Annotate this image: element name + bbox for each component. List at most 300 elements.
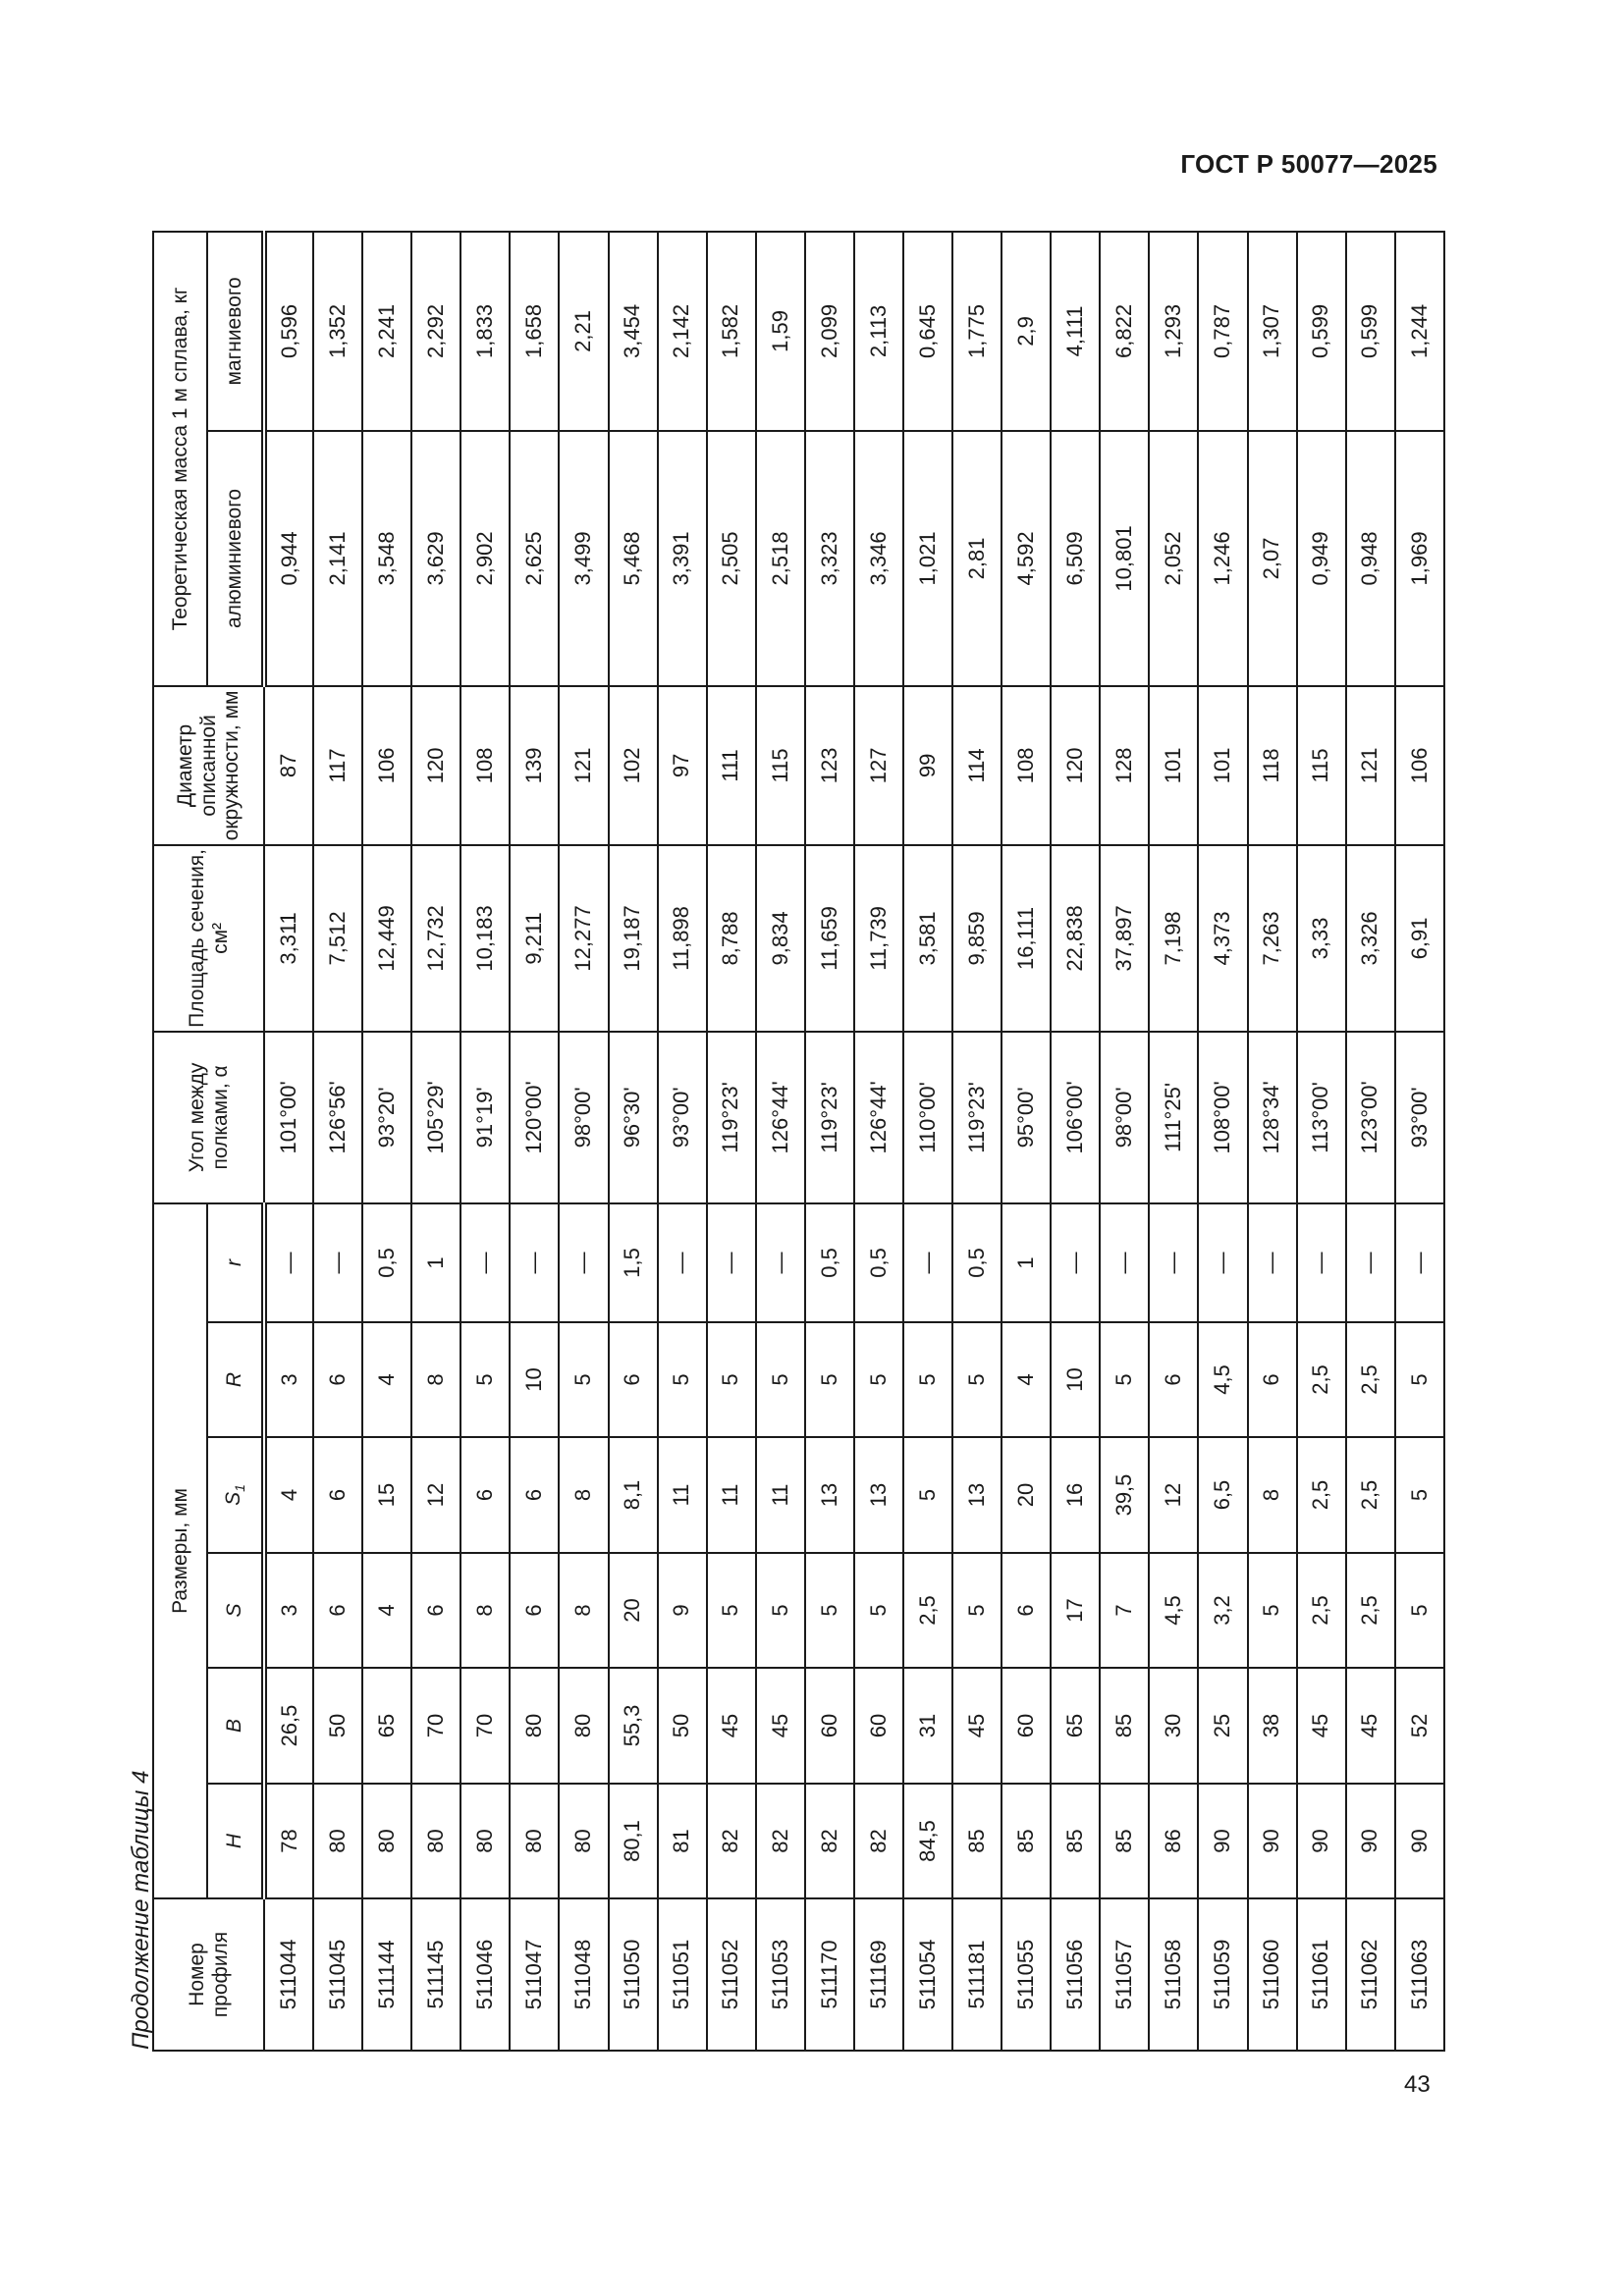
cell-mass-mg: 0,645 — [903, 232, 952, 431]
cell-angle: 119°23' — [952, 1032, 1001, 1203]
cell-S: 4 — [362, 1553, 411, 1668]
cell-S1: 5 — [903, 1437, 952, 1553]
cell-mass-mg: 2,241 — [362, 232, 411, 431]
cell-R: 4 — [1001, 1322, 1051, 1437]
cell-area: 3,581 — [903, 845, 952, 1032]
cell-profile: 511063 — [1395, 1898, 1444, 2051]
cell-B: 30 — [1149, 1668, 1198, 1784]
cell-B: 50 — [313, 1668, 362, 1784]
cell-angle: 119°23' — [707, 1032, 756, 1203]
cell-R: 4 — [362, 1322, 411, 1437]
cell-r: 1 — [1001, 1203, 1051, 1322]
cell-area: 11,659 — [805, 845, 854, 1032]
cell-area: 9,834 — [756, 845, 805, 1032]
header-r: r — [207, 1203, 264, 1322]
cell-S: 2,5 — [1297, 1553, 1346, 1668]
header-R: R — [207, 1322, 264, 1437]
cell-mass-al: 3,499 — [559, 431, 608, 686]
cell-profile: 511052 — [707, 1898, 756, 2051]
cell-area: 11,739 — [854, 845, 903, 1032]
cell-H: 82 — [805, 1784, 854, 1898]
cell-H: 81 — [658, 1784, 707, 1898]
cell-profile: 511047 — [510, 1898, 559, 2051]
header-S1: $S_1$ — [207, 1437, 264, 1553]
header-diameter: Диаметр описанной окружности, мм — [153, 686, 264, 845]
cell-S: 5 — [707, 1553, 756, 1668]
cell-R: 5 — [756, 1322, 805, 1437]
table-row — [313, 232, 362, 2051]
cell-S1: 6 — [460, 1437, 510, 1553]
cell-H: 84,5 — [903, 1784, 952, 1898]
cell-S1: 6 — [313, 1437, 362, 1553]
cell-mass-mg: 0,787 — [1198, 232, 1247, 431]
cell-mass-al: 2,505 — [707, 431, 756, 686]
cell-area: 3,326 — [1346, 845, 1395, 1032]
cell-H: 85 — [952, 1784, 1001, 1898]
cell-profile: 511053 — [756, 1898, 805, 2051]
cell-r: — — [1395, 1203, 1444, 1322]
cell-angle: 108°00' — [1198, 1032, 1247, 1203]
cell-mass-al: 2,07 — [1248, 431, 1297, 686]
cell-S: 5 — [952, 1553, 1001, 1668]
cell-mass-al: 5,468 — [609, 431, 658, 686]
cell-S1: 5 — [1395, 1437, 1444, 1553]
cell-H: 82 — [756, 1784, 805, 1898]
cell-mass-al: 3,323 — [805, 431, 854, 686]
cell-B: 26,5 — [264, 1668, 313, 1784]
cell-r: 0,5 — [854, 1203, 903, 1322]
cell-S: 6 — [313, 1553, 362, 1668]
cell-angle: 120°00' — [510, 1032, 559, 1203]
cell-mass-al: 2,81 — [952, 431, 1001, 686]
cell-B: 45 — [756, 1668, 805, 1784]
table-row — [1248, 232, 1297, 2051]
cell-angle: 93°00' — [658, 1032, 707, 1203]
cell-R: 5 — [805, 1322, 854, 1437]
profiles-table — [152, 231, 1445, 2052]
cell-S: 2,5 — [903, 1553, 952, 1668]
cell-mass-al: 1,246 — [1198, 431, 1247, 686]
table-row — [1100, 232, 1149, 2051]
table-row — [1001, 232, 1051, 2051]
cell-S: 5 — [1395, 1553, 1444, 1668]
cell-area: 19,187 — [609, 845, 658, 1032]
cell-S1: 12 — [411, 1437, 460, 1553]
cell-profile: 511170 — [805, 1898, 854, 2051]
cell-r: 0,5 — [805, 1203, 854, 1322]
cell-H: 90 — [1248, 1784, 1297, 1898]
cell-mass-mg: 1,244 — [1395, 232, 1444, 431]
table-row — [559, 232, 608, 2051]
cell-area: 37,897 — [1100, 845, 1149, 1032]
cell-profile: 511169 — [854, 1898, 903, 2051]
cell-B: 25 — [1198, 1668, 1247, 1784]
cell-mass-mg: 0,599 — [1297, 232, 1346, 431]
cell-H: 80,1 — [609, 1784, 658, 1898]
cell-profile: 511055 — [1001, 1898, 1051, 2051]
cell-area: 6,91 — [1395, 845, 1444, 1032]
cell-mass-al: 3,391 — [658, 431, 707, 686]
cell-mass-al: 6,509 — [1051, 431, 1100, 686]
table-row — [658, 232, 707, 2051]
cell-B: 45 — [952, 1668, 1001, 1784]
cell-angle: 110°00' — [903, 1032, 952, 1203]
cell-area: 12,449 — [362, 845, 411, 1032]
cell-diameter: 111 — [707, 686, 756, 845]
cell-mass-mg: 1,582 — [707, 232, 756, 431]
cell-profile: 511046 — [460, 1898, 510, 2051]
cell-angle: 93°20' — [362, 1032, 411, 1203]
table-row — [411, 232, 460, 2051]
table-row — [1346, 232, 1395, 2051]
cell-mass-mg: 1,293 — [1149, 232, 1198, 431]
cell-R: 5 — [1100, 1322, 1149, 1437]
cell-area: 10,183 — [460, 845, 510, 1032]
cell-mass-mg: 2,142 — [658, 232, 707, 431]
cell-r: — — [658, 1203, 707, 1322]
cell-mass-mg: 2,9 — [1001, 232, 1051, 431]
cell-mass-mg: 1,307 — [1248, 232, 1297, 431]
cell-mass-al: 2,141 — [313, 431, 362, 686]
cell-R: 6 — [1248, 1322, 1297, 1437]
cell-mass-al: 10,801 — [1100, 431, 1149, 686]
cell-diameter: 120 — [411, 686, 460, 845]
cell-S: 3,2 — [1198, 1553, 1247, 1668]
cell-angle: 111°25' — [1149, 1032, 1198, 1203]
cell-profile: 511050 — [609, 1898, 658, 2051]
cell-r: — — [1100, 1203, 1149, 1322]
cell-R: 6 — [1149, 1322, 1198, 1437]
cell-B: 55,3 — [609, 1668, 658, 1784]
cell-angle: 105°29' — [411, 1032, 460, 1203]
cell-r: — — [510, 1203, 559, 1322]
table-row — [264, 232, 313, 2051]
cell-S1: 8,1 — [609, 1437, 658, 1553]
cell-mass-al: 1,969 — [1395, 431, 1444, 686]
cell-diameter: 123 — [805, 686, 854, 845]
cell-S: 17 — [1051, 1553, 1100, 1668]
table-row — [362, 232, 411, 2051]
cell-B: 45 — [1297, 1668, 1346, 1784]
cell-S1: 11 — [756, 1437, 805, 1553]
cell-angle: 119°23' — [805, 1032, 854, 1203]
cell-diameter: 120 — [1051, 686, 1100, 845]
cell-angle: 106°00' — [1051, 1032, 1100, 1203]
cell-S1: 39,5 — [1100, 1437, 1149, 1553]
cell-area: 11,898 — [658, 845, 707, 1032]
cell-angle: 126°56' — [313, 1032, 362, 1203]
cell-H: 82 — [707, 1784, 756, 1898]
cell-mass-al: 0,948 — [1346, 431, 1395, 686]
cell-r: — — [903, 1203, 952, 1322]
cell-diameter: 102 — [609, 686, 658, 845]
cell-mass-al: 3,629 — [411, 431, 460, 686]
cell-angle: 126°44' — [854, 1032, 903, 1203]
header-profile: Номер профиля — [153, 1898, 264, 2051]
cell-mass-mg: 6,822 — [1100, 232, 1149, 431]
cell-angle: 91°19' — [460, 1032, 510, 1203]
cell-mass-al: 4,592 — [1001, 431, 1051, 686]
cell-mass-al: 2,625 — [510, 431, 559, 686]
cell-angle: 126°44' — [756, 1032, 805, 1203]
table-row — [1297, 232, 1346, 2051]
table-row — [756, 232, 805, 2051]
cell-S: 5 — [1248, 1553, 1297, 1668]
cell-B: 80 — [510, 1668, 559, 1784]
cell-S1: 15 — [362, 1437, 411, 1553]
cell-area: 3,33 — [1297, 845, 1346, 1032]
cell-profile: 511054 — [903, 1898, 952, 2051]
cell-diameter: 115 — [1297, 686, 1346, 845]
cell-R: 5 — [559, 1322, 608, 1437]
cell-B: 52 — [1395, 1668, 1444, 1784]
cell-area: 4,373 — [1198, 845, 1247, 1032]
table-row — [952, 232, 1001, 2051]
cell-B: 65 — [1051, 1668, 1100, 1784]
cell-area: 16,111 — [1001, 845, 1051, 1032]
cell-angle: 98°00' — [559, 1032, 608, 1203]
cell-diameter: 106 — [1395, 686, 1444, 845]
cell-H: 80 — [559, 1784, 608, 1898]
cell-H: 80 — [460, 1784, 510, 1898]
cell-mass-al: 2,052 — [1149, 431, 1198, 686]
cell-S1: 16 — [1051, 1437, 1100, 1553]
table-caption: Продолжение таблицы 4 — [128, 1770, 154, 2050]
cell-B: 70 — [460, 1668, 510, 1784]
cell-mass-mg: 1,352 — [313, 232, 362, 431]
table-row — [854, 232, 903, 2051]
cell-S1: 12 — [1149, 1437, 1198, 1553]
cell-angle: 128°34' — [1248, 1032, 1297, 1203]
cell-profile: 511044 — [264, 1898, 313, 2051]
cell-r: 1 — [411, 1203, 460, 1322]
cell-H: 85 — [1001, 1784, 1051, 1898]
cell-R: 5 — [854, 1322, 903, 1437]
cell-B: 80 — [559, 1668, 608, 1784]
cell-profile: 511181 — [952, 1898, 1001, 2051]
table-row — [510, 232, 559, 2051]
cell-angle: 93°00' — [1395, 1032, 1444, 1203]
header-mass-al: алюминиевого — [207, 431, 264, 686]
cell-profile: 511058 — [1149, 1898, 1198, 2051]
cell-R: 8 — [411, 1322, 460, 1437]
cell-H: 90 — [1198, 1784, 1247, 1898]
cell-r: 0,5 — [362, 1203, 411, 1322]
cell-area: 7,263 — [1248, 845, 1297, 1032]
cell-H: 80 — [313, 1784, 362, 1898]
cell-S: 8 — [559, 1553, 608, 1668]
cell-S: 5 — [756, 1553, 805, 1668]
cell-B: 85 — [1100, 1668, 1149, 1784]
cell-diameter: 106 — [362, 686, 411, 845]
cell-S: 4,5 — [1149, 1553, 1198, 1668]
cell-angle: 95°00' — [1001, 1032, 1051, 1203]
header-dimensions: Размеры, мм — [153, 1203, 207, 1898]
cell-diameter: 97 — [658, 686, 707, 845]
cell-r: 1,5 — [609, 1203, 658, 1322]
cell-profile: 511145 — [411, 1898, 460, 2051]
cell-diameter: 139 — [510, 686, 559, 845]
cell-r: — — [1149, 1203, 1198, 1322]
table-row — [1149, 232, 1198, 2051]
cell-S: 5 — [805, 1553, 854, 1668]
cell-r: — — [313, 1203, 362, 1322]
cell-mass-mg: 1,59 — [756, 232, 805, 431]
cell-H: 86 — [1149, 1784, 1198, 1898]
cell-H: 85 — [1100, 1784, 1149, 1898]
rotated-table-block — [108, 233, 1473, 2052]
document-id-header: ГОСТ Р 50077—2025 — [1180, 149, 1437, 179]
cell-mass-mg: 2,099 — [805, 232, 854, 431]
cell-mass-mg: 2,21 — [559, 232, 608, 431]
cell-angle: 96°30' — [609, 1032, 658, 1203]
cell-B: 50 — [658, 1668, 707, 1784]
header-S: S — [207, 1553, 264, 1668]
cell-S1: 11 — [658, 1437, 707, 1553]
cell-S1: 6 — [510, 1437, 559, 1553]
cell-B: 65 — [362, 1668, 411, 1784]
cell-S1: 8 — [1248, 1437, 1297, 1553]
cell-mass-al: 0,944 — [264, 431, 313, 686]
cell-S1: 20 — [1001, 1437, 1051, 1553]
cell-B: 60 — [1001, 1668, 1051, 1784]
header-angle: Угол между полками, α — [153, 1032, 264, 1203]
cell-S1: 6,5 — [1198, 1437, 1247, 1553]
cell-r: — — [264, 1203, 313, 1322]
cell-R: 5 — [658, 1322, 707, 1437]
table-row — [903, 232, 952, 2051]
cell-mass-mg: 3,454 — [609, 232, 658, 431]
cell-mass-al: 2,518 — [756, 431, 805, 686]
cell-area: 7,512 — [313, 845, 362, 1032]
cell-S: 5 — [854, 1553, 903, 1668]
cell-mass-al: 2,902 — [460, 431, 510, 686]
cell-area: 9,859 — [952, 845, 1001, 1032]
header-H: H — [207, 1784, 264, 1898]
cell-S1: 11 — [707, 1437, 756, 1553]
cell-diameter: 108 — [460, 686, 510, 845]
cell-R: 5 — [707, 1322, 756, 1437]
cell-S1: 4 — [264, 1437, 313, 1553]
cell-diameter: 128 — [1100, 686, 1149, 845]
cell-R: 4,5 — [1198, 1322, 1247, 1437]
cell-r: — — [1346, 1203, 1395, 1322]
cell-S: 9 — [658, 1553, 707, 1668]
header-mass: Теоретическая масса 1 м сплава, кг — [153, 232, 207, 686]
cell-B: 45 — [1346, 1668, 1395, 1784]
cell-H: 80 — [411, 1784, 460, 1898]
cell-diameter: 87 — [264, 686, 313, 845]
table-row — [805, 232, 854, 2051]
cell-mass-al: 0,949 — [1297, 431, 1346, 686]
cell-R: 5 — [952, 1322, 1001, 1437]
cell-B: 70 — [411, 1668, 460, 1784]
cell-mass-mg: 4,111 — [1051, 232, 1100, 431]
cell-area: 8,788 — [707, 845, 756, 1032]
cell-mass-mg: 0,596 — [264, 232, 313, 431]
cell-r: — — [707, 1203, 756, 1322]
cell-R: 2,5 — [1297, 1322, 1346, 1437]
cell-R: 2,5 — [1346, 1322, 1395, 1437]
cell-profile: 511061 — [1297, 1898, 1346, 2051]
cell-H: 90 — [1395, 1784, 1444, 1898]
table-row — [609, 232, 658, 2051]
cell-R: 10 — [1051, 1322, 1100, 1437]
cell-R: 5 — [1395, 1322, 1444, 1437]
cell-area: 7,198 — [1149, 845, 1198, 1032]
cell-S: 20 — [609, 1553, 658, 1668]
cell-profile: 511060 — [1248, 1898, 1297, 2051]
cell-angle: 123°00' — [1346, 1032, 1395, 1203]
cell-H: 90 — [1346, 1784, 1395, 1898]
cell-H: 78 — [264, 1784, 313, 1898]
cell-R: 3 — [264, 1322, 313, 1437]
cell-r: — — [460, 1203, 510, 1322]
cell-diameter: 101 — [1198, 686, 1247, 845]
cell-S1: 2,5 — [1297, 1437, 1346, 1553]
cell-profile: 511056 — [1051, 1898, 1100, 2051]
header-area: Площадь сечения, см² — [153, 845, 264, 1032]
cell-r: — — [1297, 1203, 1346, 1322]
cell-profile: 511045 — [313, 1898, 362, 2051]
cell-R: 6 — [313, 1322, 362, 1437]
cell-profile: 511059 — [1198, 1898, 1247, 2051]
cell-area: 12,732 — [411, 845, 460, 1032]
cell-S: 6 — [1001, 1553, 1051, 1668]
table-row — [1395, 232, 1444, 2051]
cell-R: 5 — [460, 1322, 510, 1437]
cell-S: 7 — [1100, 1553, 1149, 1668]
cell-mass-mg: 2,292 — [411, 232, 460, 431]
cell-mass-al: 1,021 — [903, 431, 952, 686]
table-row — [1198, 232, 1247, 2051]
cell-profile: 511057 — [1100, 1898, 1149, 2051]
cell-diameter: 118 — [1248, 686, 1297, 845]
cell-r: — — [559, 1203, 608, 1322]
cell-diameter: 114 — [952, 686, 1001, 845]
cell-diameter: 121 — [1346, 686, 1395, 845]
cell-area: 12,277 — [559, 845, 608, 1032]
cell-H: 80 — [510, 1784, 559, 1898]
table-row — [707, 232, 756, 2051]
cell-S: 8 — [460, 1553, 510, 1668]
cell-B: 38 — [1248, 1668, 1297, 1784]
cell-area: 3,311 — [264, 845, 313, 1032]
cell-area: 22,838 — [1051, 845, 1100, 1032]
cell-R: 6 — [609, 1322, 658, 1437]
cell-S1: 13 — [854, 1437, 903, 1553]
cell-r: — — [1198, 1203, 1247, 1322]
cell-profile: 511051 — [658, 1898, 707, 2051]
cell-diameter: 127 — [854, 686, 903, 845]
page-number: 43 — [1404, 2071, 1431, 2098]
cell-S1: 13 — [952, 1437, 1001, 1553]
cell-B: 45 — [707, 1668, 756, 1784]
cell-R: 10 — [510, 1322, 559, 1437]
cell-S: 2,5 — [1346, 1553, 1395, 1668]
cell-r: — — [1051, 1203, 1100, 1322]
cell-H: 90 — [1297, 1784, 1346, 1898]
cell-S1: 8 — [559, 1437, 608, 1553]
header-B: B — [207, 1668, 264, 1784]
cell-diameter: 117 — [313, 686, 362, 845]
cell-r: 0,5 — [952, 1203, 1001, 1322]
cell-diameter: 121 — [559, 686, 608, 845]
cell-S: 6 — [411, 1553, 460, 1668]
cell-angle: 113°00' — [1297, 1032, 1346, 1203]
cell-mass-mg: 1,775 — [952, 232, 1001, 431]
cell-profile: 511144 — [362, 1898, 411, 2051]
